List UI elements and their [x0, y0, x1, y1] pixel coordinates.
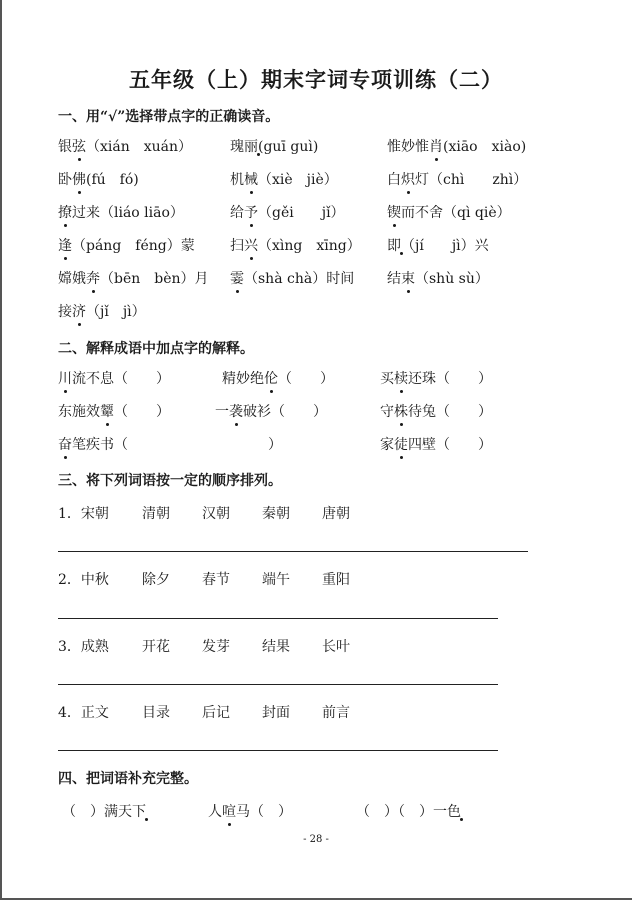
ordering-word: 春节 [202, 572, 230, 588]
ordering-first-word: 2．中秋 [58, 572, 109, 588]
pronunciation-item-dot: 弦 [72, 136, 86, 156]
pronunciation-item [58, 268, 209, 288]
pronunciation-item-post: 过来（liáo liāo） [72, 205, 184, 221]
pronunciation-item-dot: 兴 [244, 235, 258, 255]
ordering-first-word: 3．成熟 [58, 639, 109, 655]
pronunciation-item-pre: 嫦娥 [58, 271, 86, 287]
idiom-item-dot: 徒 [394, 434, 408, 454]
idiom-item-dot: 川 [58, 368, 72, 388]
idiom-item-pre: 一 [215, 404, 229, 420]
pronunciation-item [387, 169, 527, 189]
pronunciation-item [230, 202, 345, 222]
idiom-item-post: （ ） [114, 404, 170, 420]
fill-in-item [62, 801, 146, 821]
idiom-item-dot: 奋 [58, 434, 72, 454]
pronunciation-item-post: （gěi jǐ） [258, 205, 345, 221]
ordering-first-word: 1．宋朝 [58, 506, 109, 522]
pronunciation-item-dot: 济 [72, 301, 86, 321]
pronunciation-item-pre: 白 [387, 172, 401, 188]
answer-line[interactable] [58, 551, 528, 552]
ordering-word: 后记 [202, 705, 230, 721]
pronunciation-item [58, 169, 139, 189]
ordering-word: 前言 [322, 705, 350, 721]
pronunciation-item-pre: 结 [387, 271, 401, 287]
pronunciation-item-post: （xìng xīng） [258, 238, 361, 254]
idiom-item-post: 待兔（ ） [408, 404, 492, 420]
pronunciation-item [230, 136, 318, 156]
pronunciation-item-dot: 械 [244, 169, 258, 189]
pronunciation-item-post: 而不舍（qì qiè） [401, 205, 511, 221]
idiom-item [380, 434, 492, 454]
ordering-word: 长叶 [322, 639, 350, 655]
idiom-item [215, 401, 327, 421]
idiom-item-dot: 株 [394, 401, 408, 421]
idiom-item [58, 434, 282, 454]
ordering-word: 封面 [262, 705, 290, 721]
pronunciation-item-dot: 撩 [58, 202, 72, 222]
ordering-word: 清朝 [142, 506, 170, 522]
ordering-word: 秦朝 [262, 506, 290, 522]
idiom-item-pre: 守 [380, 404, 394, 420]
idiom-item-post: 笔疾书（ ） [72, 437, 282, 453]
pronunciation-item [58, 202, 184, 222]
pronunciation-item-dot: 炽 [401, 169, 415, 189]
ordering-word: 汉朝 [202, 506, 230, 522]
fill-in-item-post: 马（ ） [236, 804, 292, 820]
idiom-item [222, 368, 334, 388]
pronunciation-item-pre: 接 [58, 304, 72, 320]
pronunciation-item-dot: 束 [401, 268, 415, 288]
idiom-item-dot: 袭 [229, 401, 243, 421]
pronunciation-item [230, 169, 338, 189]
pronunciation-item-dot: 佛 [72, 169, 86, 189]
ordering-word: 唐朝 [322, 506, 350, 522]
idiom-item [58, 401, 170, 421]
pronunciation-item-dot: 奔 [86, 268, 100, 288]
ordering-word: 重阳 [322, 572, 350, 588]
answer-line[interactable] [58, 750, 498, 751]
answer-line[interactable] [58, 684, 498, 685]
pronunciation-item [387, 136, 526, 156]
ordering-word: 除夕 [142, 572, 170, 588]
page-title: 五年级（上）期末字词专项训练（二） [129, 67, 503, 92]
pronunciation-item-post: (xiāo xiào) [443, 139, 527, 155]
ordering-first-word: 4．正文 [58, 705, 109, 721]
idiom-item-post: 破衫（ ） [243, 404, 327, 420]
fill-in-item-pre: 人 [208, 804, 222, 820]
section-4-heading: 四、把词语补充完整。 [58, 771, 198, 787]
ordering-word: 结果 [262, 639, 290, 655]
idiom-item-post: （ ） [278, 371, 334, 387]
idiom-item-post: 四壁（ ） [408, 437, 492, 453]
ordering-word: 目录 [142, 705, 170, 721]
pronunciation-item-post: （xiè jiè） [258, 172, 338, 188]
fill-in-item-pre: （ ）（ ）一色 [356, 804, 461, 820]
page-border-left [0, 0, 2, 900]
idiom-item [58, 368, 170, 388]
ordering-row [58, 503, 382, 523]
pronunciation-item-dot: 锲 [387, 202, 401, 222]
pronunciation-item-pre: 瑰丽 [230, 139, 258, 155]
pronunciation-item-pre: 银 [58, 139, 72, 155]
answer-line[interactable] [58, 618, 498, 619]
ordering-row [58, 636, 382, 656]
idiom-item-post: 还珠（ ） [408, 371, 492, 387]
idiom-item-pre: 精妙绝 [222, 371, 264, 387]
pronunciation-item [387, 268, 489, 288]
ordering-row [58, 702, 382, 722]
idiom-item-dot: 椟 [394, 368, 408, 388]
ordering-word: 开花 [142, 639, 170, 655]
idiom-item-pre: 买 [380, 371, 394, 387]
pronunciation-item [387, 202, 511, 222]
pronunciation-item-post: （xián xuán） [86, 139, 193, 155]
pronunciation-item-post: （bēn bèn）月 [100, 271, 209, 287]
idiom-item [380, 401, 492, 421]
idiom-item-dot: 颦 [100, 401, 114, 421]
fill-in-item-pre: （ ）满天下 [62, 804, 146, 820]
idiom-item-dot: 伦 [264, 368, 278, 388]
pronunciation-item-post: （páng féng）蒙 [72, 238, 195, 254]
ordering-word: 发芽 [202, 639, 230, 655]
page-number: - 28 - [303, 834, 329, 845]
pronunciation-item [387, 235, 489, 255]
pronunciation-item-post: 灯（chì zhì） [415, 172, 528, 188]
pronunciation-item [230, 268, 354, 288]
section-2-heading: 二、解释成语中加点字的解释。 [58, 341, 254, 357]
pronunciation-item-post: （shù sù） [415, 271, 489, 287]
fill-in-item-dot: 喧 [222, 801, 236, 821]
idiom-item-pre: 东施效 [58, 404, 100, 420]
pronunciation-item-dot: 霎 [230, 268, 244, 288]
pronunciation-item-post: （jǐ jì） [86, 304, 146, 320]
fill-in-item [208, 801, 292, 821]
pronunciation-item-dot: 予 [244, 202, 258, 222]
section-1-heading: 一、用“√”选择带点字的正确读音。 [58, 109, 280, 125]
pronunciation-item-pre: 惟妙惟 [387, 139, 429, 155]
ordering-row [58, 569, 382, 589]
pronunciation-item-pre: 卧 [58, 172, 72, 188]
section-3-heading: 三、将下列词语按一定的顺序排列。 [58, 473, 282, 489]
pronunciation-item-post: (fú fó) [86, 172, 139, 188]
pronunciation-item [58, 301, 146, 321]
pronunciation-item-pre: 给 [230, 205, 244, 221]
pronunciation-item-pre: 扫 [230, 238, 244, 254]
ordering-word: 端午 [262, 572, 290, 588]
idiom-item-post: 流不息（ ） [72, 371, 170, 387]
idiom-item [380, 368, 492, 388]
idiom-item-pre: 家 [380, 437, 394, 453]
pronunciation-item-pre: 机 [230, 172, 244, 188]
pronunciation-item-pre: 即 [387, 238, 401, 254]
pronunciation-item-post: （shà chà）时间 [244, 271, 355, 287]
pronunciation-item [230, 235, 361, 255]
pronunciation-item-post: (guī guì) [258, 139, 319, 155]
pronunciation-item-dot: 逢 [58, 235, 72, 255]
pronunciation-item [58, 235, 195, 255]
pronunciation-item [58, 136, 192, 156]
fill-in-item [356, 801, 461, 821]
pronunciation-item-post: （jí jì）兴 [401, 238, 489, 254]
pronunciation-item-dot: 肖 [429, 136, 443, 156]
